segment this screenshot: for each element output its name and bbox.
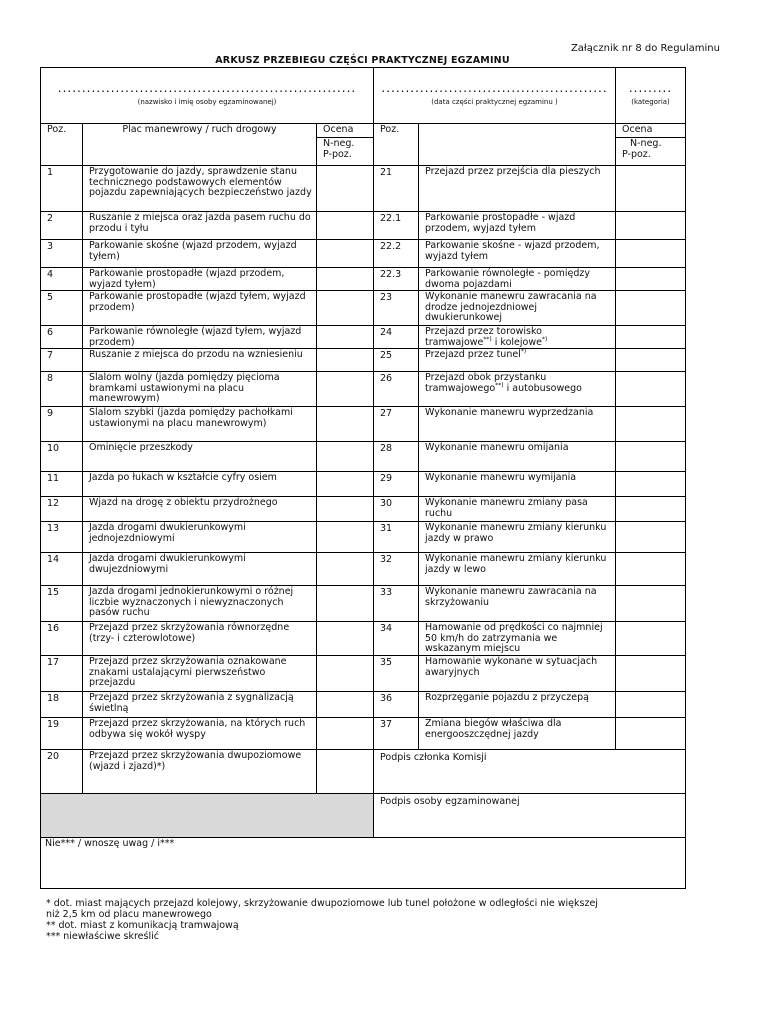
item-text-left: Przejazd przez skrzyżowania dwupoziomowe (wjazd i zjazd)*) [83, 750, 317, 794]
item-number-left: 14 [41, 553, 83, 586]
item-number-left: 18 [41, 692, 83, 718]
grade-cell-left[interactable] [317, 326, 374, 349]
grade-cell-right[interactable] [616, 268, 686, 291]
item-text-right [419, 622, 616, 656]
item-number-right: 21 [374, 166, 419, 212]
table-row [41, 472, 686, 497]
category-caption: (kategoria) [631, 98, 670, 106]
item-text-right-main: Wykonanie manewru zmiany pasa ruchu [425, 497, 588, 519]
name-caption: (nazwisko i imię osoby egzaminowanej) [137, 98, 277, 106]
remarks-row [41, 838, 686, 889]
grade-cell-right[interactable] [616, 166, 686, 212]
section-right-header [419, 124, 616, 166]
grade-cell-right[interactable] [616, 718, 686, 750]
item-text-left: Ruszanie z miejsca do przodu na wzniesieniu [83, 349, 317, 372]
grade-cell-left[interactable] [317, 692, 374, 718]
item-text-right-main: Wykonanie manewru zmiany kierunku jazdy w lewo [425, 553, 607, 575]
item-number-right: 35 [374, 656, 419, 692]
header-row [41, 68, 686, 124]
table-row [41, 692, 686, 718]
table-row [41, 718, 686, 750]
grade-cell-right[interactable] [616, 472, 686, 497]
item-text-right-main: Hamowanie wykonane w sytuacjach awaryjnych [425, 656, 598, 678]
grade-neg-right: N-neg. [630, 138, 662, 149]
item-number-right: 22.3 [374, 268, 419, 291]
grade-cell-right[interactable] [616, 692, 686, 718]
grey-blank-area [41, 794, 374, 838]
item-text-right [419, 326, 616, 349]
annex-label: Załącznik nr 8 do Regulaminu [570, 43, 720, 54]
item-number-right: 22.1 [374, 212, 419, 240]
item-text-right-main: Wykonanie manewru omijania [425, 442, 569, 453]
item-text-left: Przejazd przez skrzyżowania z sygnalizacją świetlną [83, 692, 317, 718]
item-number-left: 19 [41, 718, 83, 750]
footnote-2: ** dot. miast z komunikacją tramwajową [46, 920, 239, 931]
item-number-right: 26 [374, 372, 419, 407]
grade-cell-left[interactable] [317, 442, 374, 472]
item-text-right-main: Hamowanie od prędkości co najmniej 50 km/h do zatrzymania we wskazanym miejscu [425, 622, 603, 654]
item-number-right: 37 [374, 718, 419, 750]
item-number-left: 2 [41, 212, 83, 240]
item-number-right: 32 [374, 553, 419, 586]
grade-cell-right[interactable] [616, 522, 686, 553]
name-dots: .............................................................. [57, 81, 357, 95]
table-row [41, 407, 686, 442]
item-number-right: 30 [374, 497, 419, 522]
grade-cell-left[interactable] [317, 553, 374, 586]
item-number-right: 36 [374, 692, 419, 718]
grade-cell-right[interactable] [616, 497, 686, 522]
grade-legend-left [317, 138, 374, 166]
grade-neg-left: N-neg. [323, 138, 355, 149]
item-text-right-main: Wykonanie manewru zawracania na drodze jednojezdniowej dwukierunkowej [425, 291, 597, 323]
table-row [41, 586, 686, 622]
date-field[interactable] [374, 68, 616, 124]
poz-right-header: Poz. [374, 124, 419, 166]
item-text-left: Parkowanie prostopadłe (wjazd tyłem, wyjazd przodem) [83, 291, 317, 326]
grade-cell-right[interactable] [616, 622, 686, 656]
table-row [41, 656, 686, 692]
table-row [41, 240, 686, 268]
grade-cell-left[interactable] [317, 586, 374, 622]
item-number-right: 29 [374, 472, 419, 497]
grade-poz-right: P-poz. [622, 148, 651, 160]
item-number-left: 16 [41, 622, 83, 656]
category-field[interactable] [616, 68, 686, 124]
item-number-left: 4 [41, 268, 83, 291]
grade-cell-left[interactable] [317, 372, 374, 407]
footnote-marker: *) [541, 335, 548, 343]
item-text-right [419, 166, 616, 212]
footnote-3: *** niewłaściwe skreślić [46, 931, 159, 942]
item-number-left: 5 [41, 291, 83, 326]
item-text-left: Jazda drogami dwukierunkowymi jednojezdniowymi [83, 522, 317, 553]
item-text-right-main: Przejazd przez torowisko tramwajowe [425, 326, 542, 348]
item-text-right [419, 656, 616, 692]
table-row [41, 268, 686, 291]
item-text-left: Ominięcie przeszkody [83, 442, 317, 472]
item-text-right-main: Zmiana biegów właściwa dla energooszczędnej jazdy [425, 718, 562, 740]
item-number-left: 20 [41, 750, 83, 794]
item-number-left: 17 [41, 656, 83, 692]
item-number-right: 25 [374, 349, 419, 372]
grade-cell-right[interactable] [616, 586, 686, 622]
item-text-right-main: Wykonanie manewru wyprzedzania [425, 407, 594, 418]
item-number-left: 15 [41, 586, 83, 622]
item-text-right [419, 212, 616, 240]
item-text-right-main: Parkowanie skośne - wjazd przodem, wyjazd tyłem [425, 240, 600, 262]
grade-cell-right[interactable] [616, 372, 686, 407]
document-title: ARKUSZ PRZEBIEGU CZĘŚCI PRAKTYCZNEJ EGZAMINU [215, 55, 510, 66]
table-row [41, 372, 686, 407]
item-text-right [419, 240, 616, 268]
item-text-right-main: Rozprzęganie pojazdu z przyczepą [425, 692, 589, 703]
grade-poz-left: P-poz. [323, 148, 352, 160]
grade-cell-right[interactable] [616, 212, 686, 240]
item-text-right-tail: i kolejowe [491, 336, 542, 348]
item-text-right-main: Parkowanie prostopadłe - wjazd przodem, wyjazd tyłem [425, 212, 576, 234]
candidate-signature-field[interactable]: Podpis osoby egzaminowanej [374, 794, 686, 838]
item-text-left: Parkowanie prostopadłe (wjazd przodem, wyjazd tyłem) [83, 268, 317, 291]
item-text-left: Przejazd przez skrzyżowania oznakowane znakami ustalającymi pierwszeństwo przejazdu [83, 656, 317, 692]
table-row [41, 291, 686, 326]
item-text-right-main: Wykonanie manewru zmiany kierunku jazdy w prawo [425, 522, 607, 544]
item-text-left: Wjazd na drogę z obiektu przydrożnego [83, 497, 317, 522]
table-row [41, 166, 686, 212]
grade-cell-right[interactable] [616, 656, 686, 692]
table-row [41, 442, 686, 472]
item-text-right [419, 407, 616, 442]
item-text-right [419, 442, 616, 472]
item-text-right [419, 692, 616, 718]
grade-cell-left[interactable] [317, 718, 374, 750]
grade-cell-left[interactable] [317, 268, 374, 291]
item-number-left: 3 [41, 240, 83, 268]
item-text-left: Przejazd przez skrzyżowania równorzędne (trzy- i czterowlotowe) [83, 622, 317, 656]
footnotes [46, 898, 686, 942]
table-row [41, 522, 686, 553]
exam-sheet-table [40, 67, 686, 889]
table-row [41, 553, 686, 586]
item-text-right [419, 553, 616, 586]
grade-cell-left[interactable] [317, 166, 374, 212]
poz-left-header: Poz. [41, 124, 83, 166]
item-text-left: Jazda po łukach w kształcie cyfry osiem [83, 472, 317, 497]
name-field[interactable] [41, 68, 374, 124]
commission-signature-field[interactable]: Podpis członka Komisji [374, 750, 686, 794]
footnote-marker: **) [483, 335, 492, 343]
item-text-right-main: Wykonanie manewru zawracania na skrzyżowaniu [425, 586, 597, 608]
table-row [41, 326, 686, 349]
footnote-marker: **) [495, 381, 504, 389]
item-number-right: 33 [374, 586, 419, 622]
item-text-left: Slalom szybki (jazda pomiędzy pachołkami ustawionymi na placu manewrowym) [83, 407, 317, 442]
grade-cell-left[interactable] [317, 497, 374, 522]
item-text-right [419, 472, 616, 497]
table-row [41, 750, 686, 794]
item-text-right-main: Przejazd przez tunel [425, 349, 521, 360]
item-number-left: 12 [41, 497, 83, 522]
item-number-left: 8 [41, 372, 83, 407]
item-text-right [419, 522, 616, 553]
ocena-right-header: Ocena [616, 124, 686, 138]
grade-cell-right[interactable] [616, 442, 686, 472]
item-number-left: 11 [41, 472, 83, 497]
item-text-right [419, 291, 616, 326]
grade-cell-right[interactable] [616, 240, 686, 268]
grade-cell-left[interactable] [317, 291, 374, 326]
item-text-right [419, 349, 616, 372]
signature-row [41, 794, 686, 838]
category-dots: ......... [628, 81, 673, 95]
item-number-left: 1 [41, 166, 83, 212]
table-row [41, 212, 686, 240]
item-text-left: Parkowanie skośne (wjazd przodem, wyjazd tyłem) [83, 240, 317, 268]
item-text-right [419, 372, 616, 407]
item-number-right: 34 [374, 622, 419, 656]
item-number-right: 23 [374, 291, 419, 326]
item-number-right: 28 [374, 442, 419, 472]
item-text-right [419, 497, 616, 522]
item-text-right-main: Przejazd przez przejścia dla pieszych [425, 166, 601, 177]
item-text-right-main: Parkowanie równoległe - pomiędzy dwoma pojazdami [425, 268, 590, 290]
grade-cell-left[interactable] [317, 407, 374, 442]
grade-cell-left[interactable] [317, 656, 374, 692]
item-text-left: Slalom wolny (jazda pomiędzy pięcioma bramkami ustawionymi na placu manewrowym) [83, 372, 317, 407]
item-text-right [419, 268, 616, 291]
table-row [41, 349, 686, 372]
grade-cell-left[interactable] [317, 522, 374, 553]
item-text-right [419, 718, 616, 750]
grade-cell-left[interactable] [317, 622, 374, 656]
grade-cell-right[interactable] [616, 291, 686, 326]
grade-cell-right[interactable] [616, 553, 686, 586]
column-header-row [41, 124, 686, 138]
footnote-1-cont: niż 2,5 km od placu manewrowego [46, 909, 212, 920]
item-text-left: Przejazd przez skrzyżowania, na których ruch odbywa się wokół wyspy [83, 718, 317, 750]
remarks-field[interactable]: Nie*** / wnoszę uwag / i*** [41, 838, 686, 889]
item-text-right [419, 586, 616, 622]
item-text-right-main: Wykonanie manewru wymijania [425, 472, 577, 483]
section-left-header: Plac manewrowy / ruch drogowy [83, 124, 317, 166]
grade-legend-right [616, 138, 686, 166]
item-text-left: Ruszanie z miejsca oraz jazda pasem ruchu do przodu i tyłu [83, 212, 317, 240]
grade-cell-right[interactable] [616, 407, 686, 442]
grade-cell-right[interactable] [616, 349, 686, 372]
footnote-1: * dot. miast mających przejazd kolejowy, skrzyżowanie dwupoziomowe lub tunel położone w odległości nie większej [46, 898, 598, 909]
item-number-right: 22.2 [374, 240, 419, 268]
item-text-left: Jazda drogami jednokierunkowymi o różnej liczbie wyznaczonych i niewyznaczonych pasów ruchu [83, 586, 317, 622]
table-row [41, 622, 686, 656]
item-number-right: 31 [374, 522, 419, 553]
grade-cell-right[interactable] [616, 326, 686, 349]
date-caption: (data części praktycznej egzaminu ) [431, 98, 558, 106]
grade-cell-left[interactable] [317, 212, 374, 240]
grade-cell-left[interactable] [317, 349, 374, 372]
item-text-right-main: Przejazd obok przystanku tramwajowego [425, 372, 547, 394]
grade-cell-left[interactable] [317, 750, 374, 794]
item-text-left: Parkowanie równoległe (wjazd tyłem, wyjazd przodem) [83, 326, 317, 349]
grade-cell-left[interactable] [317, 472, 374, 497]
item-number-left: 6 [41, 326, 83, 349]
item-number-right: 24 [374, 326, 419, 349]
item-text-left: Przygotowanie do jazdy, sprawdzenie stanu technicznego podstawowych elementów pojazdu zapewniających bezpieczeństwo jazdy [83, 166, 317, 212]
date-dots: ............................................... [381, 81, 608, 95]
item-number-left: 13 [41, 522, 83, 553]
table-row [41, 497, 686, 522]
item-number-left: 10 [41, 442, 83, 472]
item-number-right: 27 [374, 407, 419, 442]
item-number-left: 9 [41, 407, 83, 442]
item-number-left: 7 [41, 349, 83, 372]
item-text-left: Jazda drogami dwukierunkowymi dwujezdniowymi [83, 553, 317, 586]
footnote-marker: *) [520, 347, 527, 355]
item-text-right-tail: i autobusowego [503, 382, 582, 394]
grade-cell-left[interactable] [317, 240, 374, 268]
ocena-left-header: Ocena [317, 124, 374, 138]
